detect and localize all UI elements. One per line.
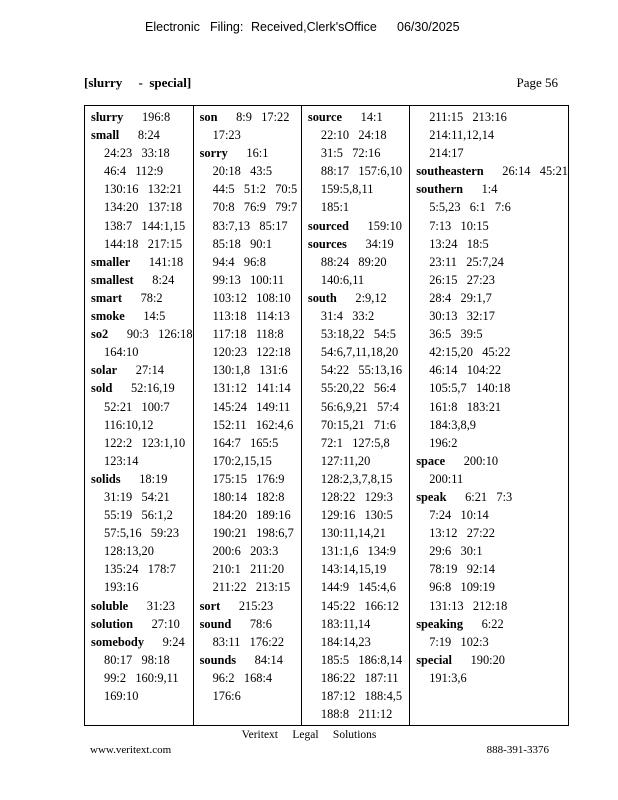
index-ref-line: 56:6,9,21 57:4 — [320, 399, 400, 414]
index-ref: 84:14 — [254, 652, 283, 667]
index-ref-line: 26:15 27:23 — [429, 272, 495, 287]
index-ref-line: 128:22 129:3 — [320, 489, 393, 504]
index-ref: 14:5 — [143, 309, 166, 324]
index-ref: 90:3 126:18 — [126, 327, 193, 342]
index-ref: 2:9,12 — [355, 290, 387, 305]
index-ref: 141:18 — [148, 254, 184, 269]
index-term: smoke — [91, 309, 125, 324]
index-ref-line: 131:13 212:18 — [429, 598, 508, 613]
index-ref-line: 94:4 96:8 — [212, 254, 266, 269]
index-column-3 — [302, 106, 410, 725]
index-entry — [91, 253, 193, 271]
index-ref-line: 85:18 90:1 — [212, 236, 273, 251]
index-ref-line: 122:2 123:1,10 — [104, 435, 186, 450]
index-entry-head — [91, 253, 193, 271]
index-entry — [416, 651, 568, 687]
index-ref-line: 83:7,13 85:17 — [212, 218, 288, 233]
index-ref-line: 70:8 76:9 79:7 — [212, 200, 298, 215]
index-ref-line: 113:18 114:13 — [212, 309, 290, 324]
index-entry-head — [200, 597, 301, 615]
index-ref-line: 164:10 — [104, 345, 139, 360]
index-term: smart — [91, 290, 122, 305]
index-ref-line: 184:3,8,9 — [429, 417, 476, 432]
index-ref-line: 31:19 54:21 — [104, 489, 170, 504]
index-entry-head — [416, 180, 568, 198]
index-entry — [91, 108, 193, 126]
index-term: smaller — [91, 254, 131, 269]
index-ref: 14:1 — [360, 110, 383, 124]
index-entry-head — [91, 325, 193, 343]
index-entry — [200, 651, 301, 705]
index-entry — [91, 633, 193, 705]
index-ref-line: 211:22 213:15 — [212, 580, 291, 595]
index-ref-line: 140:6,11 — [320, 272, 365, 287]
index-entry-head — [416, 162, 568, 180]
index-ref: 159:10 — [367, 218, 402, 233]
index-ref-line: 123:14 — [104, 453, 139, 468]
index-ref: 6:22 — [481, 616, 504, 631]
index-term: sourced — [307, 218, 349, 233]
index-ref-line: 70:15,21 71:6 — [320, 417, 396, 432]
index-ref-line: 145:24 149:11 — [212, 399, 291, 414]
index-ref-line: 120:23 122:18 — [212, 345, 291, 360]
index-column-4 — [410, 106, 568, 725]
index-ref-line: 55:20,22 56:4 — [320, 381, 396, 396]
index-term: sound — [199, 616, 232, 631]
index-term: small — [91, 128, 120, 143]
index-ref-line: 128:13,20 — [104, 544, 154, 559]
index-ref: 78:2 — [140, 290, 163, 305]
index-ref-line: 128:2,3,7,8,15 — [320, 471, 393, 486]
index-ref-line: 129:16 130:5 — [320, 508, 393, 523]
index-ref-line: 200:11 — [429, 471, 464, 486]
index-entry-head — [308, 108, 409, 126]
index-term: solar — [91, 363, 118, 378]
index-ref-line: 96:8 109:19 — [429, 580, 495, 595]
footer-phone: 888-391-3376 — [486, 744, 549, 756]
index-entry — [91, 361, 193, 379]
index-ref-line: 196:2 — [429, 435, 458, 450]
index-entry-head — [91, 126, 193, 144]
index-ref: 16:1 — [246, 146, 269, 161]
index-entry-head — [308, 235, 409, 253]
header-received: Received,Clerk'sOffice — [251, 20, 377, 34]
index-entry — [308, 108, 409, 217]
index-ref-line: 186:22 187:11 — [320, 670, 399, 685]
index-ref-line: 131:1,6 134:9 — [320, 544, 396, 559]
index-entry — [91, 615, 193, 633]
index-ref-line: 191:3,6 — [429, 670, 467, 685]
index-ref: 8:24 — [152, 272, 175, 287]
index-ref-line: 105:5,7 140:18 — [429, 381, 511, 396]
index-entry — [416, 452, 568, 488]
index-ref-line: 44:5 51:2 70:5 — [212, 182, 298, 197]
index-term: smallest — [91, 272, 134, 287]
index-term: sources — [307, 236, 347, 251]
index-ref: 34:19 — [365, 236, 394, 251]
index-ref-line: 116:10,12 — [104, 417, 154, 432]
index-ref-line: 188:8 211:12 — [320, 707, 393, 722]
index-term: sorry — [199, 146, 228, 161]
index-entry — [200, 144, 301, 596]
index-entry-head — [200, 144, 301, 162]
index-entry-head — [91, 108, 193, 126]
index-entry-head — [91, 597, 193, 615]
index-entry — [416, 162, 568, 180]
index-entry-head — [200, 108, 301, 126]
index-entry-head — [91, 361, 193, 379]
index-term: source — [307, 110, 343, 124]
index-ref: 27:10 — [151, 616, 180, 631]
header-date: 06/30/2025 — [397, 20, 460, 34]
index-ref-line: 7:19 102:3 — [429, 634, 489, 649]
index-ref-line: 117:18 118:8 — [212, 327, 284, 342]
index-ref-line: 31:4 33:2 — [320, 309, 375, 324]
index-ref-line: 7:13 10:15 — [429, 218, 489, 233]
index-ref-line: 52:21 100:7 — [104, 399, 170, 414]
index-ref-line: 143:14,15,19 — [320, 562, 387, 577]
index-term: solids — [91, 471, 121, 486]
index-ref-line: 130:11,14,21 — [320, 526, 386, 541]
index-entry — [91, 289, 193, 307]
index-entry-head — [91, 289, 193, 307]
index-ref-line: 28:4 29:1,7 — [429, 290, 492, 305]
index-ref-line: 7:24 10:14 — [429, 508, 489, 523]
index-ref: 6:21 7:3 — [465, 489, 513, 504]
index-entry-head — [91, 615, 193, 633]
index-ref-line: 13:24 18:5 — [429, 236, 489, 251]
index-entry-head — [91, 307, 193, 325]
index-ref-line: 88:24 89:20 — [320, 254, 387, 269]
index-term: speaking — [416, 616, 464, 631]
index-term: space — [416, 453, 446, 468]
index-ref-line: 130:16 132:21 — [104, 182, 183, 197]
index-entry — [308, 217, 409, 235]
index-entry — [91, 325, 193, 361]
index-ref-line: 53:18,22 54:5 — [320, 327, 396, 342]
index-ref-line: 96:2 168:4 — [212, 670, 273, 685]
index-ref-line: 20:18 43:5 — [212, 164, 273, 179]
index-entry-head — [91, 470, 193, 488]
index-ref-line: 13:12 27:22 — [429, 526, 495, 541]
index-ref-line: 78:19 92:14 — [429, 562, 495, 577]
index-ref: 78:6 — [249, 616, 272, 631]
index-entry — [308, 235, 409, 289]
header-label: Electronic — [145, 20, 200, 34]
index-entry-head — [416, 488, 568, 506]
index-entry — [200, 615, 301, 651]
index-ref-line: 161:8 183:21 — [429, 399, 502, 414]
index-ref-line: 88:17 157:6,10 — [320, 164, 403, 179]
index-ref: 26:14 45:21 — [502, 164, 568, 179]
index-ref-line: 83:11 176:22 — [212, 634, 285, 649]
index-entry-head — [416, 615, 568, 633]
index-ref-line: 185:1 — [320, 200, 350, 215]
index-entry — [416, 180, 568, 451]
index-ref-line: 22:10 24:18 — [320, 128, 387, 143]
index-ref-line: 144:18 217:15 — [104, 236, 183, 251]
index-entry-head — [416, 452, 568, 470]
index-ref-line: 176:6 — [212, 689, 241, 703]
index-ref-line: 46:4 112:9 — [104, 164, 164, 179]
index-ref: 27:14 — [135, 363, 164, 378]
index-ref-line: 184:20 189:16 — [212, 508, 291, 523]
index-entry — [91, 379, 193, 469]
index-entry-head — [416, 651, 568, 669]
index-term: sort — [199, 598, 221, 613]
index-ref-line: 57:5,16 59:23 — [104, 526, 180, 541]
index-ref: 8:9 17:22 — [236, 110, 290, 124]
index-ref-line: 214:17 — [429, 146, 464, 161]
index-ref-line: 183:11,14 — [320, 616, 371, 631]
index-entry — [91, 597, 193, 615]
index-entry-head — [91, 379, 193, 397]
index-entry-head — [308, 289, 409, 307]
footer-website: www.veritext.com — [90, 744, 172, 756]
index-ref-line: 164:7 165:5 — [212, 435, 279, 450]
index-term: sounds — [199, 652, 237, 667]
index-ref-line: 159:5,8,11 — [320, 182, 374, 197]
index-ref-line: 54:6,7,11,18,20 — [320, 345, 399, 360]
index-term: sold — [91, 381, 113, 396]
index-ref-line: 214:11,12,14 — [429, 128, 495, 143]
index-ref-line: 184:14,23 — [320, 634, 371, 649]
index-ref-line: 30:13 32:17 — [429, 309, 495, 324]
index-ref-line: 42:15,20 45:22 — [429, 345, 511, 360]
footer-company: Veritext Legal Solutions — [241, 729, 377, 741]
index-ref-line: 103:12 108:10 — [212, 290, 291, 305]
index-entry-head — [91, 271, 193, 289]
index-term: southeastern — [416, 164, 484, 179]
index-ref: 190:20 — [470, 652, 505, 667]
index-ref-line: 55:19 56:1,2 — [104, 508, 173, 523]
index-ref-line: 210:1 211:20 — [212, 562, 285, 577]
index-entry-head — [308, 217, 409, 235]
index-ref-line: 187:12 188:4,5 — [320, 689, 403, 703]
index-ref-line: 17:23 — [212, 128, 241, 143]
index-ref-line: 175:15 176:9 — [212, 471, 285, 486]
index-term: southern — [416, 182, 464, 197]
index-ref: 18:19 — [139, 471, 168, 486]
index-ref-line: 29:6 30:1 — [429, 544, 483, 559]
index-ref-line: 131:12 141:14 — [212, 381, 291, 396]
index-ref-line: 152:11 162:4,6 — [212, 417, 294, 432]
index-ref-line: 145:22 166:12 — [320, 598, 400, 613]
index-term: special — [416, 652, 452, 667]
index-ref-line: 80:17 98:18 — [104, 652, 170, 667]
index-term: solution — [91, 616, 134, 631]
index-ref-line: 170:2,15,15 — [212, 453, 272, 468]
index-ref: 196:8 — [141, 110, 171, 124]
index-ref-line: 72:1 127:5,8 — [320, 435, 390, 450]
index-ref: 8:24 — [137, 128, 160, 143]
index-term: speak — [416, 489, 447, 504]
index-ref: 31:23 — [146, 598, 176, 613]
index-column-2 — [194, 106, 302, 725]
index-ref: 9:24 — [162, 634, 185, 649]
page-number: Page 56 — [516, 75, 558, 90]
header-filing: Filing: — [210, 20, 244, 34]
index-entry — [308, 289, 409, 723]
index-column-1 — [85, 106, 194, 725]
index-entry — [91, 307, 193, 325]
index-entry — [200, 108, 301, 144]
index-ref-line: 36:5 39:5 — [429, 327, 483, 342]
index-entry-head — [200, 651, 301, 669]
index-entry — [91, 126, 193, 253]
index-ref-line: 211:15 213:16 — [429, 110, 507, 124]
index-ref-line: 99:13 100:11 — [212, 272, 285, 287]
index-ref-line: 99:2 160:9,11 — [104, 670, 179, 685]
index-ref-line: 144:9 145:4,6 — [320, 580, 396, 595]
index-ref-line: 127:11,20 — [320, 453, 371, 468]
index-ref-line: 169:10 — [104, 689, 139, 703]
index-entry — [416, 615, 568, 651]
index-term: south — [307, 290, 337, 305]
index-ref: 52:16,19 — [130, 381, 175, 396]
index-ref-line: 130:1,8 131:6 — [212, 363, 288, 378]
page-range: [slurry - special] — [84, 75, 192, 90]
index-ref-line: 54:22 55:13,16 — [320, 363, 403, 378]
word-index-table — [84, 105, 569, 726]
index-ref-line: 24:23 33:18 — [104, 146, 170, 161]
index-ref: 200:10 — [463, 453, 499, 468]
index-term: soluble — [91, 598, 129, 613]
index-term: somebody — [91, 634, 145, 649]
index-term: slurry — [91, 110, 124, 124]
index-ref-line: 190:21 198:6,7 — [212, 526, 294, 541]
index-ref: 215:23 — [238, 598, 274, 613]
index-ref-line: 134:20 137:18 — [104, 200, 183, 215]
index-entry — [200, 597, 301, 615]
index-entry-head — [91, 633, 193, 651]
index-ref-line: 31:5 72:16 — [320, 146, 381, 161]
index-ref-line: 46:14 104:22 — [429, 363, 502, 378]
index-ref: 1:4 — [481, 182, 498, 197]
index-entry — [91, 470, 193, 597]
index-ref-line: 23:11 25:7,24 — [429, 254, 504, 269]
index-ref-line: 180:14 182:8 — [212, 489, 285, 504]
index-ref-line: 200:6 203:3 — [212, 544, 279, 559]
index-ref-line: 138:7 144:1,15 — [104, 218, 186, 233]
index-ref-line: 135:24 178:7 — [104, 562, 176, 577]
index-entry — [416, 108, 568, 162]
index-ref-line: 193:16 — [104, 580, 139, 595]
index-term: so2 — [91, 327, 109, 342]
index-ref-line: 185:5 186:8,14 — [320, 652, 403, 667]
index-entry-head — [200, 615, 301, 633]
index-entry — [91, 271, 193, 289]
index-entry — [416, 488, 568, 615]
index-ref-line: 5:5,23 6:1 7:6 — [429, 200, 511, 215]
index-term: son — [199, 110, 218, 124]
